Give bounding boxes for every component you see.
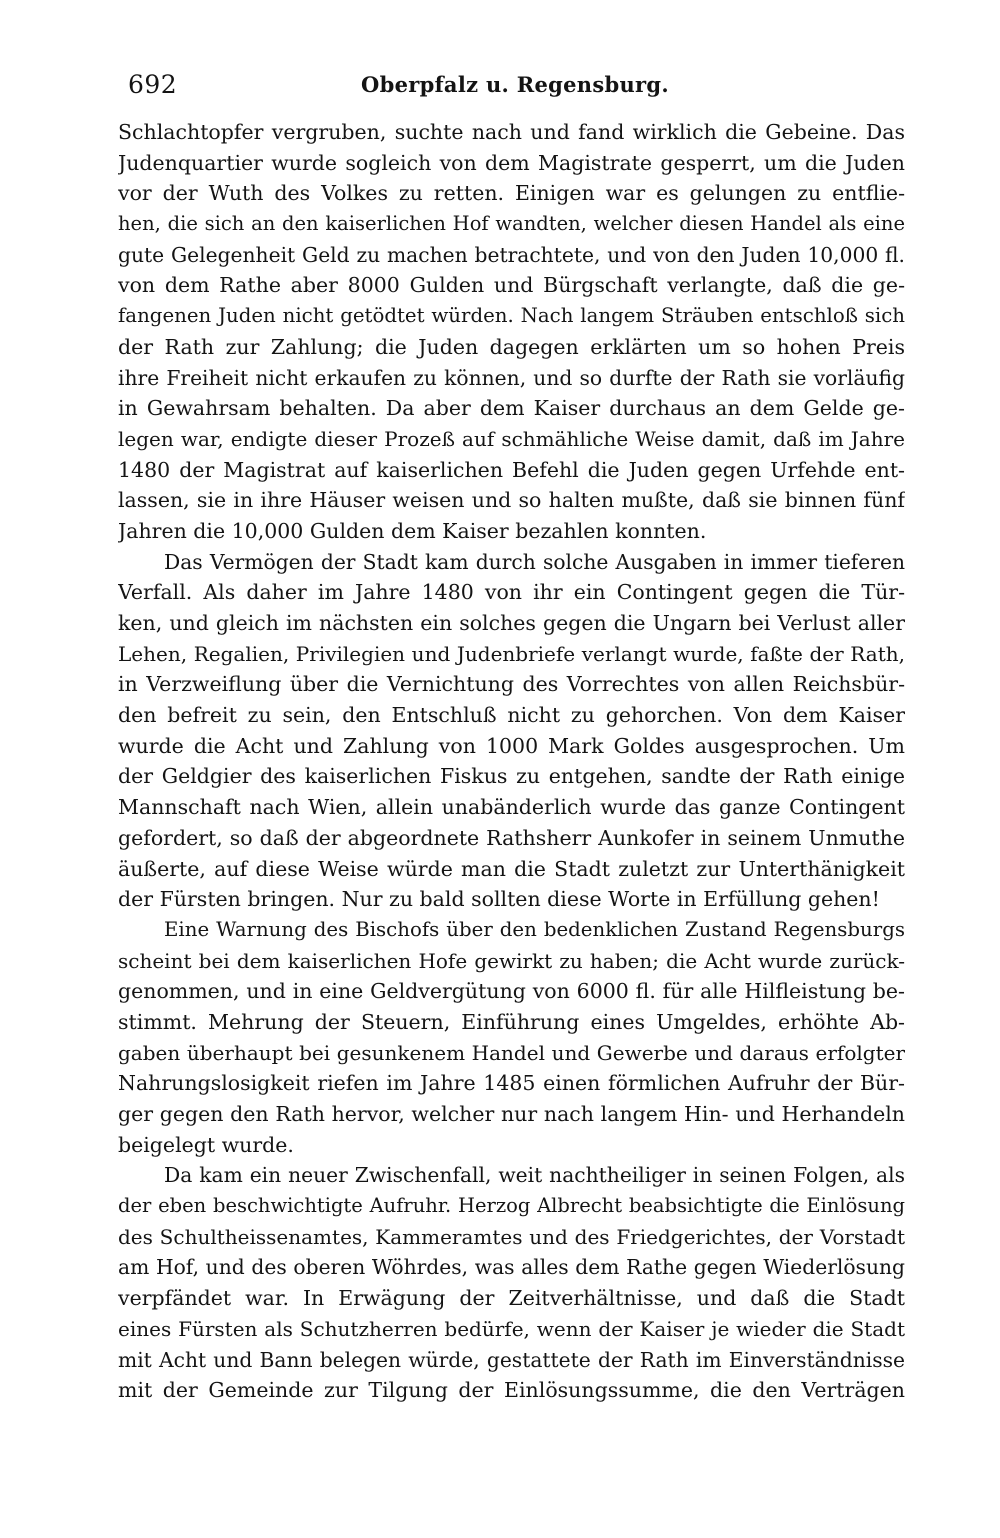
text-line: wurde die Acht und Zahlung von 1000 Mark Goldes ausgesprochen. Um xyxy=(118,733,905,758)
text-line: in Verzweiflung über die Vernichtung des Vorrechtes von allen Reichsbür- xyxy=(118,672,905,697)
text-line: des Schultheissenamtes, Kammeramtes und des Friedgerichtes, der Vorstadt xyxy=(118,1224,905,1249)
text-line: der eben beschwichtigte Aufruhr. Herzog Albrecht beabsichtigte die Einlösung xyxy=(118,1194,905,1218)
paragraph-start-line: Eine Warnung des Bischofs über den bedenklichen Zustand Regensburgs xyxy=(164,917,905,941)
text-line: äußerte, auf diese Weise würde man die Stadt zuletzt zur Unterthänigkeit xyxy=(118,856,905,881)
text-line: scheint bei dem kaiserlichen Hofe gewirkt zu haben; die Acht wurde zurück- xyxy=(118,948,905,973)
text-line: lassen, sie in ihre Häuser weisen und so halten mußte, daß sie binnen fünf xyxy=(118,488,905,513)
text-line: Mannschaft nach Wien, allein unabänderlich wurde das ganze Contingent xyxy=(118,795,905,820)
text-line: ihre Freiheit nicht erkaufen zu können, und so durfte der Rath sie vorläufig xyxy=(118,365,905,390)
paragraph-start-line: Das Vermögen der Stadt kam durch solche Ausgaben in immer tieferen xyxy=(164,549,905,574)
text-line: mit Acht und Bann belegen würde, gestattete der Rath im Einverständnisse xyxy=(118,1347,905,1372)
text-line: ken, und gleich im nächsten ein solches gegen die Ungarn bei Verlust aller xyxy=(118,611,905,635)
text-line: legen war, endigte dieser Prozeß auf schmähliche Weise damit, daß im Jahre xyxy=(118,426,905,451)
text-line: gute Gelegenheit Geld zu machen betrachtete, und von den Juden 10,000 fl. xyxy=(118,242,905,267)
text-line: Lehen, Regalien, Privilegien und Judenbriefe verlangt wurde, faßte der Rath, xyxy=(118,641,905,666)
text-line: der Rath zur Zahlung; die Juden dagegen erklärten um so hohen Preis xyxy=(118,334,905,359)
text-line: der Fürsten bringen. Nur zu bald sollten diese Worte in Erfüllung gehen! xyxy=(118,887,880,912)
text-line: Verfall. Als daher im Jahre 1480 von ihr ein Contingent gegen die Tür- xyxy=(118,580,905,605)
text-line: ger gegen den Rath hervor, welcher nur nach langem Hin- und Herhandeln xyxy=(118,1102,905,1126)
text-line: Nahrungslosigkeit riefen im Jahre 1485 einen förmlichen Aufruhr der Bür- xyxy=(118,1071,905,1096)
text-line: am Hof, und des oberen Wöhrdes, was alles dem Rathe gegen Wiederlösung xyxy=(118,1255,905,1280)
body-text xyxy=(118,117,905,1406)
text-line: stimmt. Mehrung der Steuern, Einführung eines Umgeldes, erhöhte Ab- xyxy=(118,1009,905,1034)
text-line: gaben überhaupt bei gesunkenem Handel und Gewerbe und daraus erfolgter xyxy=(118,1040,905,1065)
text-line: mit der Gemeinde zur Tilgung der Einlösungssumme, die den Verträgen xyxy=(118,1378,905,1403)
running-header xyxy=(120,64,910,104)
text-line: gefordert, so daß der abgeordnete Rathsherr Aunkofer in seinem Unmuthe xyxy=(118,825,905,850)
text-line: den befreit zu sein, den Entschluß nicht zu gehorchen. Von dem Kaiser xyxy=(118,703,905,728)
text-line: von dem Rathe aber 8000 Gulden und Bürgschaft verlangte, daß die ge- xyxy=(118,273,905,298)
text-line: vor der Wuth des Volkes zu retten. Einigen war es gelungen zu entflie- xyxy=(118,181,905,206)
text-line: fangenen Juden nicht getödtet würden. Nach langem Sträuben entschloß sich xyxy=(118,304,905,328)
text-line: 1480 der Magistrat auf kaiserlichen Befehl die Juden gegen Urfehde ent- xyxy=(118,457,905,482)
text-line: hen, die sich an den kaiserlichen Hof wandten, welcher diesen Handel als eine xyxy=(118,212,905,236)
text-line: verpfändet war. In Erwägung der Zeitverhältnisse, und daß die Stadt xyxy=(118,1286,905,1311)
text-line: der Geldgier des kaiserlichen Fiskus zu entgehen, sandte der Rath einige xyxy=(118,764,905,789)
text-line: eines Fürsten als Schutzherren bedürfe, wenn der Kaiser je wieder die Stadt xyxy=(118,1316,905,1341)
text-line: genommen, und in eine Geldvergütung von 6000 fl. für alle Hilfleistung be- xyxy=(118,979,905,1004)
text-line: Jahren die 10,000 Gulden dem Kaiser bezahlen konnten. xyxy=(118,518,707,543)
running-title: Oberpfalz u. Regensburg. xyxy=(361,72,669,97)
paragraph-start-line: Da kam ein neuer Zwischenfall, weit nachtheiliger in seinen Folgen, als xyxy=(164,1163,905,1188)
text-line: Schlachtopfer vergruben, suchte nach und fand wirklich die Gebeine. Das xyxy=(118,120,905,144)
text-line: in Gewahrsam behalten. Da aber dem Kaiser durchaus an dem Gelde ge- xyxy=(118,396,905,421)
text-line: Judenquartier wurde sogleich von dem Magistrate gesperrt, um die Juden xyxy=(118,150,905,175)
page-number: 692 xyxy=(128,70,178,99)
text-line: beigelegt wurde. xyxy=(118,1132,294,1157)
